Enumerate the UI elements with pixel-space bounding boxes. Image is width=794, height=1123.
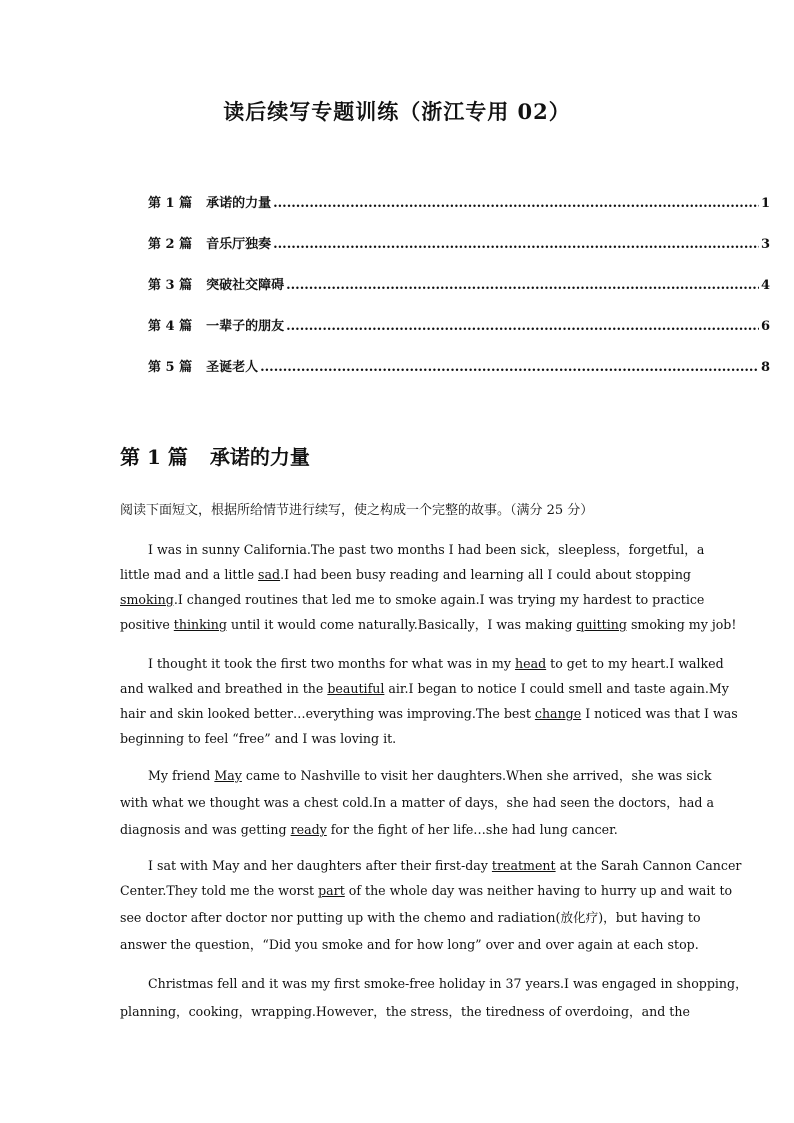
toc-entry[interactable]: [148, 356, 770, 397]
text-line: [120, 612, 737, 637]
text-run: I sat with May and her daughters after their first-day: [148, 858, 492, 873]
toc-entry[interactable]: [148, 233, 770, 274]
paragraph: [120, 970, 748, 1026]
toc-entry-number: 第 3 篇: [148, 278, 193, 293]
toc-entry-page: 3: [760, 237, 770, 252]
paragraph: [120, 651, 738, 751]
section-number: 第 1 篇: [120, 445, 188, 469]
table-of-contents: [148, 192, 770, 397]
underlined-word: head: [515, 656, 547, 671]
text-run: at the Sarah Cannon Cancer: [555, 858, 742, 873]
text-line: with what we thought was a chest cold.In a matter of days，she had seen the doctors，had a: [120, 795, 714, 810]
text-run: until it would come naturally.Basically，I was making: [226, 617, 577, 632]
text-line: [120, 701, 738, 726]
text-line: [120, 763, 712, 788]
text-line: see doctor after doctor nor putting up with the chemo and radiation(放化疗)，but having to: [120, 910, 701, 925]
toc-entry-page: 4: [760, 278, 770, 293]
text-line: [120, 853, 742, 878]
paragraph: [120, 763, 714, 842]
paragraph: [120, 853, 742, 957]
text-line: [120, 878, 733, 903]
text-run: .I had been busy reading and learning all I could about stopping: [280, 567, 691, 582]
toc-entry-title: 突破社交障碍: [206, 278, 285, 293]
text-run: diagnosis and was getting: [120, 822, 291, 837]
underlined-word: smoking: [120, 592, 174, 607]
text-run: little mad and a little: [120, 567, 259, 582]
document-title: 读后续写专题训练（浙江专用 02）: [223, 99, 571, 124]
toc-leader-dots: [273, 196, 759, 211]
toc-leader-dots: [286, 278, 759, 293]
toc-entry[interactable]: [148, 315, 770, 356]
text-line: [120, 676, 729, 701]
underlined-word: part: [318, 883, 345, 898]
text-line: [120, 651, 724, 676]
text-line: [120, 587, 705, 612]
instructions-text: 阅读下面短文，根据所给情节进行续写，使之构成一个完整的故事。（满分 25 分）: [120, 503, 594, 518]
underlined-word: May: [214, 768, 242, 783]
toc-entry-number: 第 2 篇: [148, 237, 193, 252]
text-run: I thought it took the first two months for what was in my: [148, 656, 515, 671]
toc-leader-dots: [260, 360, 759, 375]
toc-entry-title: 音乐厅独奏: [206, 237, 272, 252]
text-line: answer the question，“Did you smoke and for how long” over and over again at each stop.: [120, 937, 699, 952]
toc-entry-title: 一辈子的朋友: [206, 319, 285, 334]
toc-entry-page: 6: [760, 319, 770, 334]
toc-leader-dots: [273, 237, 759, 252]
text-run: for the fight of her life…she had lung cancer.: [326, 822, 618, 837]
section-heading: [120, 441, 310, 470]
text-line: planning，cooking，wrapping.However，the stress，the tiredness of overdoing，and the: [120, 1004, 690, 1019]
underlined-word: ready: [290, 822, 327, 837]
text-line: Christmas fell and it was my first smoke-free holiday in 37 years.I was engaged in shopping，: [148, 976, 748, 991]
toc-entry-page: 1: [760, 196, 770, 211]
text-run: My friend: [148, 768, 215, 783]
text-line: [120, 562, 700, 587]
text-run: I noticed was that I was: [581, 706, 738, 721]
underlined-word: thinking: [173, 617, 227, 632]
underlined-word: sad: [258, 567, 281, 582]
underlined-word: treatment: [491, 858, 556, 873]
underlined-word: quitting: [576, 617, 627, 632]
text-line: [120, 817, 700, 842]
toc-entry-title: 承诺的力量: [206, 196, 272, 211]
toc-entry[interactable]: [148, 274, 770, 315]
toc-entry-title: 圣诞老人: [206, 360, 259, 375]
toc-entry-number: 第 1 篇: [148, 196, 193, 211]
paragraph: [120, 537, 737, 637]
toc-entry-number: 第 5 篇: [148, 360, 193, 375]
text-line: I was in sunny California.The past two months I had been sick，sleepless，forgetful，a: [148, 542, 705, 557]
text-run: to get to my heart.I walked: [546, 656, 724, 671]
text-run: Center.They told me the worst: [120, 883, 319, 898]
text-run: smoking my job!: [626, 617, 737, 632]
underlined-word: beautiful: [327, 681, 385, 696]
text-run: of the whole day was neither having to hurry up and wait to: [344, 883, 733, 898]
text-run: positive: [120, 617, 174, 632]
toc-entry[interactable]: [148, 192, 770, 233]
text-line: beginning to feel “free” and I was loving it.: [120, 731, 397, 746]
section-title: 承诺的力量: [209, 445, 310, 469]
text-run: .I changed routines that led me to smoke again.I was trying my hardest to practice: [173, 592, 705, 607]
underlined-word: change: [534, 706, 582, 721]
text-run: hair and skin looked better…everything was improving.The best: [120, 706, 535, 721]
text-run: came to Nashville to visit her daughters.When she arrived，she was sick: [241, 768, 712, 783]
text-run: air.I began to notice I could smell and taste again.My: [384, 681, 729, 696]
text-run: and walked and breathed in the: [120, 681, 328, 696]
toc-entry-page: 8: [760, 360, 770, 375]
toc-leader-dots: [286, 319, 759, 334]
toc-entry-number: 第 4 篇: [148, 319, 193, 334]
